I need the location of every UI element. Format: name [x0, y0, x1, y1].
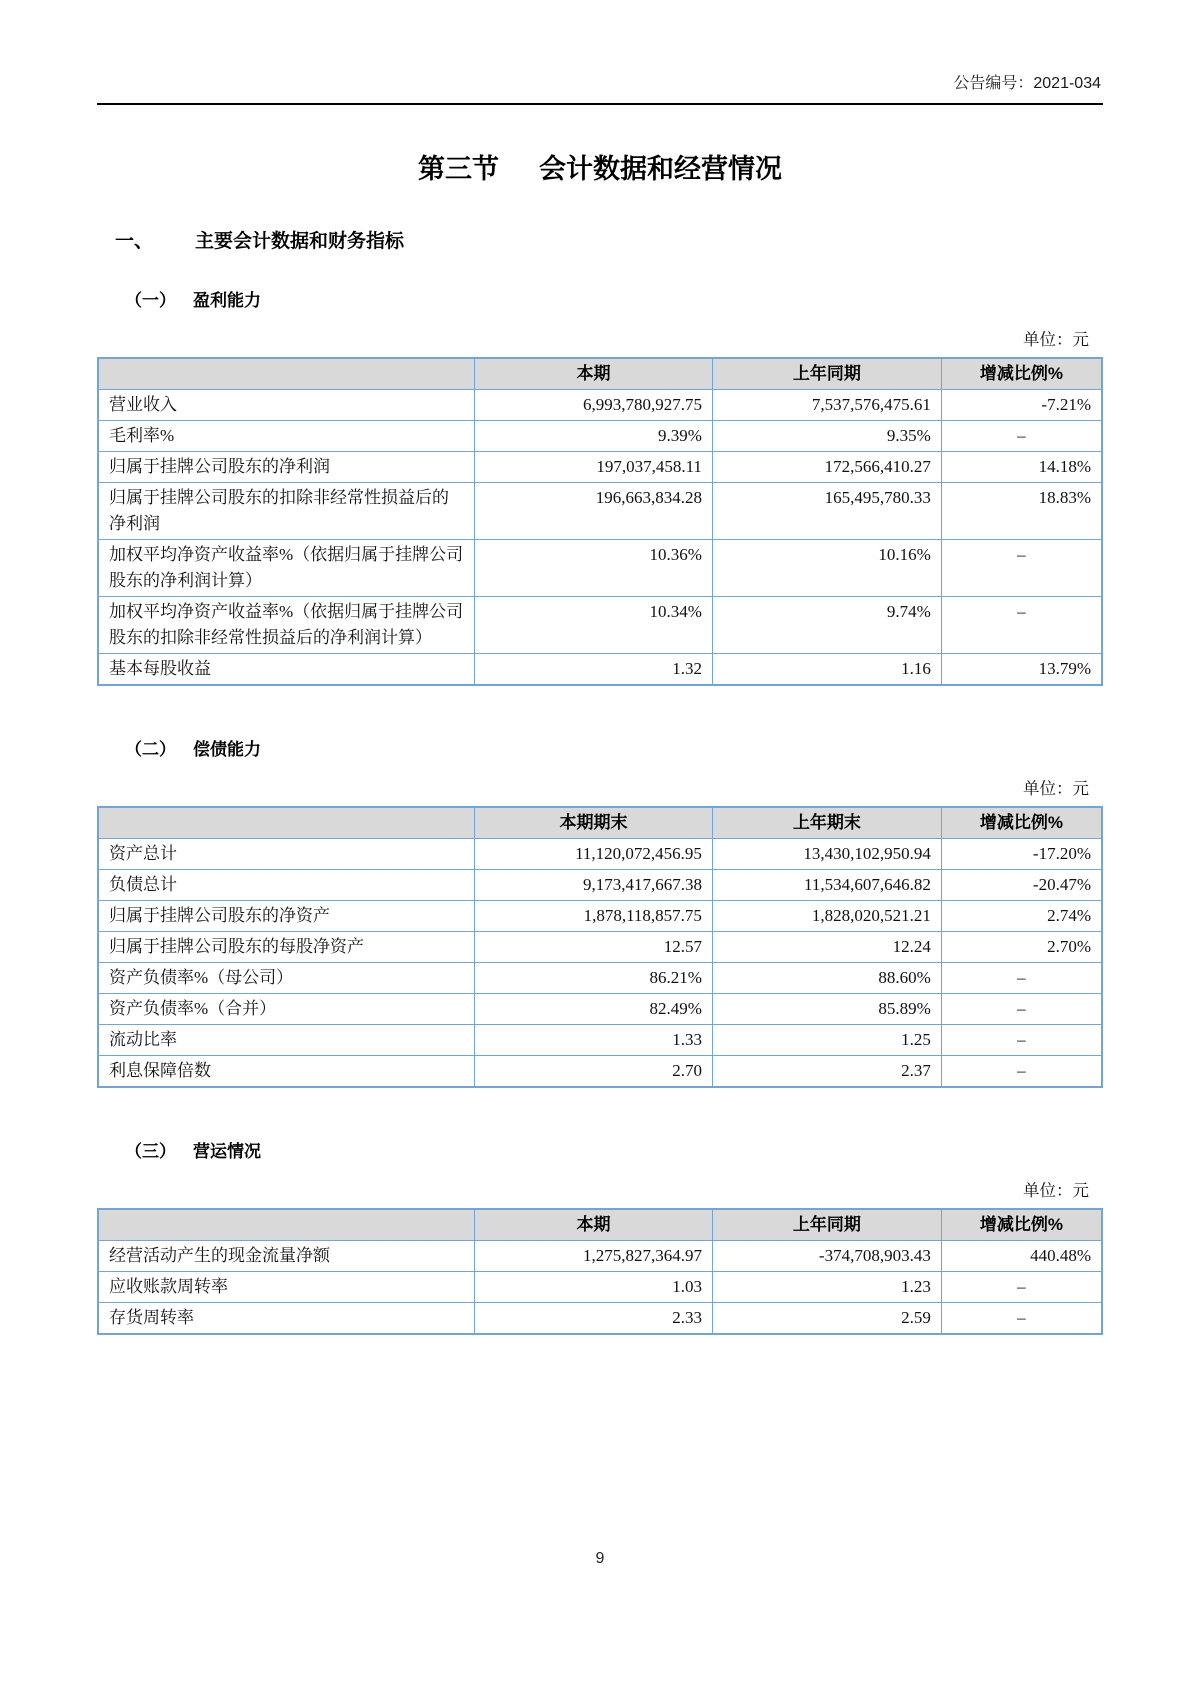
cell-prior-value: 1.23: [712, 1272, 941, 1303]
title-section-number: 第三节: [418, 154, 499, 184]
operations-table: [97, 1208, 1103, 1335]
subsection-title: 盈利能力: [193, 291, 261, 310]
announcement-label: 公告编号：: [953, 75, 1034, 92]
cell-change-pct: -20.47%: [941, 870, 1102, 901]
cell-current-value: 10.34%: [475, 597, 713, 654]
cell-prior-value: 9.35%: [712, 421, 941, 452]
cell-change-pct: –: [941, 963, 1102, 994]
table-row: [98, 1303, 1102, 1335]
column-header: 上年同期: [712, 358, 941, 390]
table-row: [98, 421, 1102, 452]
subsection-heading-solvency: [97, 738, 1103, 762]
cell-prior-value: 11,534,607,646.82: [712, 870, 941, 901]
column-header: 本期: [475, 1209, 713, 1241]
column-header: 增减比例%: [941, 358, 1102, 390]
section-heading: [97, 229, 1103, 255]
cell-prior-value: 1.16: [712, 654, 941, 686]
cell-current-value: 11,120,072,456.95: [475, 839, 713, 870]
cell-change-pct: -7.21%: [941, 390, 1102, 421]
cell-prior-value: 1.25: [712, 1025, 941, 1056]
column-header: 增减比例%: [941, 807, 1102, 839]
table-row: [98, 901, 1102, 932]
table-row: [98, 1025, 1102, 1056]
table-row: [98, 452, 1102, 483]
table-row: [98, 390, 1102, 421]
column-header: 上年同期: [712, 1209, 941, 1241]
subsection-number: （二）: [125, 740, 176, 759]
row-label: 加权平均净资产收益率%（依据归属于挂牌公司股东的净利润计算）: [98, 540, 475, 597]
row-label: 毛利率%: [98, 421, 475, 452]
row-label: 应收账款周转率: [98, 1272, 475, 1303]
cell-current-value: 1,275,827,364.97: [475, 1241, 713, 1272]
announcement-number: 2021-034: [1033, 75, 1101, 92]
cell-change-pct: –: [941, 1025, 1102, 1056]
row-label: 归属于挂牌公司股东的净资产: [98, 901, 475, 932]
cell-prior-value: 13,430,102,950.94: [712, 839, 941, 870]
solvency-table: [97, 806, 1103, 1088]
subsection-heading-profitability: [97, 289, 1103, 313]
table-row: [98, 483, 1102, 540]
subsection-number: （三）: [125, 1142, 176, 1161]
cell-change-pct: -17.20%: [941, 839, 1102, 870]
cell-current-value: 9.39%: [475, 421, 713, 452]
cell-change-pct: –: [941, 540, 1102, 597]
table-row: [98, 1241, 1102, 1272]
cell-change-pct: 2.74%: [941, 901, 1102, 932]
row-label: 负债总计: [98, 870, 475, 901]
table-header-row: [98, 358, 1102, 390]
profitability-section: [97, 289, 1103, 686]
column-header-blank: [98, 358, 475, 390]
subsection-heading-operations: [97, 1140, 1103, 1164]
cell-prior-value: 2.37: [712, 1056, 941, 1088]
profitability-table: [97, 357, 1103, 686]
cell-current-value: 86.21%: [475, 963, 713, 994]
cell-current-value: 2.70: [475, 1056, 713, 1088]
table-row: [98, 654, 1102, 686]
cell-change-pct: –: [941, 1056, 1102, 1088]
cell-change-pct: –: [941, 421, 1102, 452]
cell-change-pct: –: [941, 597, 1102, 654]
cell-change-pct: –: [941, 994, 1102, 1025]
table-row: [98, 597, 1102, 654]
row-label: 归属于挂牌公司股东的扣除非经常性损益后的净利润: [98, 483, 475, 540]
cell-prior-value: 165,495,780.33: [712, 483, 941, 540]
cell-current-value: 82.49%: [475, 994, 713, 1025]
cell-prior-value: 10.16%: [712, 540, 941, 597]
cell-current-value: 12.57: [475, 932, 713, 963]
row-label: 资产总计: [98, 839, 475, 870]
cell-current-value: 1.32: [475, 654, 713, 686]
column-header: 本期期末: [475, 807, 713, 839]
unit-label: 单位：元: [1023, 779, 1089, 798]
row-label: 归属于挂牌公司股东的净利润: [98, 452, 475, 483]
row-label: 存货周转率: [98, 1303, 475, 1335]
row-label: 营业收入: [98, 390, 475, 421]
cell-change-pct: 2.70%: [941, 932, 1102, 963]
row-label: 资产负债率%（母公司）: [98, 963, 475, 994]
section-number: 一、: [115, 231, 154, 252]
cell-current-value: 9,173,417,667.38: [475, 870, 713, 901]
column-header: 本期: [475, 358, 713, 390]
cell-current-value: 2.33: [475, 1303, 713, 1335]
table-row: [98, 540, 1102, 597]
cell-change-pct: –: [941, 1303, 1102, 1335]
table-header-row: [98, 807, 1102, 839]
cell-prior-value: 9.74%: [712, 597, 941, 654]
cell-prior-value: 85.89%: [712, 994, 941, 1025]
row-label: 归属于挂牌公司股东的每股净资产: [98, 932, 475, 963]
unit-label: 单位：元: [1023, 330, 1089, 349]
row-label: 利息保障倍数: [98, 1056, 475, 1088]
row-label: 加权平均净资产收益率%（依据归属于挂牌公司股东的扣除非经常性损益后的净利润计算）: [98, 597, 475, 654]
operations-section: [97, 1140, 1103, 1335]
cell-change-pct: 13.79%: [941, 654, 1102, 686]
table-row: [98, 1272, 1102, 1303]
unit-label: 单位：元: [1023, 1181, 1089, 1200]
cell-prior-value: 88.60%: [712, 963, 941, 994]
page-header: [97, 70, 1103, 105]
cell-change-pct: –: [941, 1272, 1102, 1303]
cell-current-value: 197,037,458.11: [475, 452, 713, 483]
row-label: 基本每股收益: [98, 654, 475, 686]
page-number: 9: [595, 1550, 605, 1567]
cell-current-value: 196,663,834.28: [475, 483, 713, 540]
column-header: 增减比例%: [941, 1209, 1102, 1241]
section-title: 主要会计数据和财务指标: [195, 231, 405, 252]
cell-current-value: 1.03: [475, 1272, 713, 1303]
table-row: [98, 870, 1102, 901]
cell-change-pct: 440.48%: [941, 1241, 1102, 1272]
table-row: [98, 932, 1102, 963]
row-label: 流动比率: [98, 1025, 475, 1056]
cell-prior-value: 172,566,410.27: [712, 452, 941, 483]
title-text: 会计数据和经营情况: [539, 154, 782, 184]
cell-prior-value: 12.24: [712, 932, 941, 963]
cell-prior-value: -374,708,903.43: [712, 1241, 941, 1272]
cell-prior-value: 7,537,576,475.61: [712, 390, 941, 421]
page-title: [97, 151, 1103, 187]
cell-current-value: 1.33: [475, 1025, 713, 1056]
solvency-section: [97, 738, 1103, 1088]
row-label: 资产负债率%（合并）: [98, 994, 475, 1025]
cell-prior-value: 1,828,020,521.21: [712, 901, 941, 932]
cell-change-pct: 14.18%: [941, 452, 1102, 483]
cell-prior-value: 2.59: [712, 1303, 941, 1335]
subsection-title: 营运情况: [193, 1142, 261, 1161]
table-row: [98, 1056, 1102, 1088]
table-row: [98, 963, 1102, 994]
cell-change-pct: 18.83%: [941, 483, 1102, 540]
column-header-blank: [98, 807, 475, 839]
cell-current-value: 10.36%: [475, 540, 713, 597]
table-header-row: [98, 1209, 1102, 1241]
column-header-blank: [98, 1209, 475, 1241]
cell-current-value: 6,993,780,927.75: [475, 390, 713, 421]
table-row: [98, 839, 1102, 870]
column-header: 上年期末: [712, 807, 941, 839]
cell-current-value: 1,878,118,857.75: [475, 901, 713, 932]
subsection-title: 偿债能力: [193, 740, 261, 759]
row-label: 经营活动产生的现金流量净额: [98, 1241, 475, 1272]
table-row: [98, 994, 1102, 1025]
subsection-number: （一）: [125, 291, 176, 310]
